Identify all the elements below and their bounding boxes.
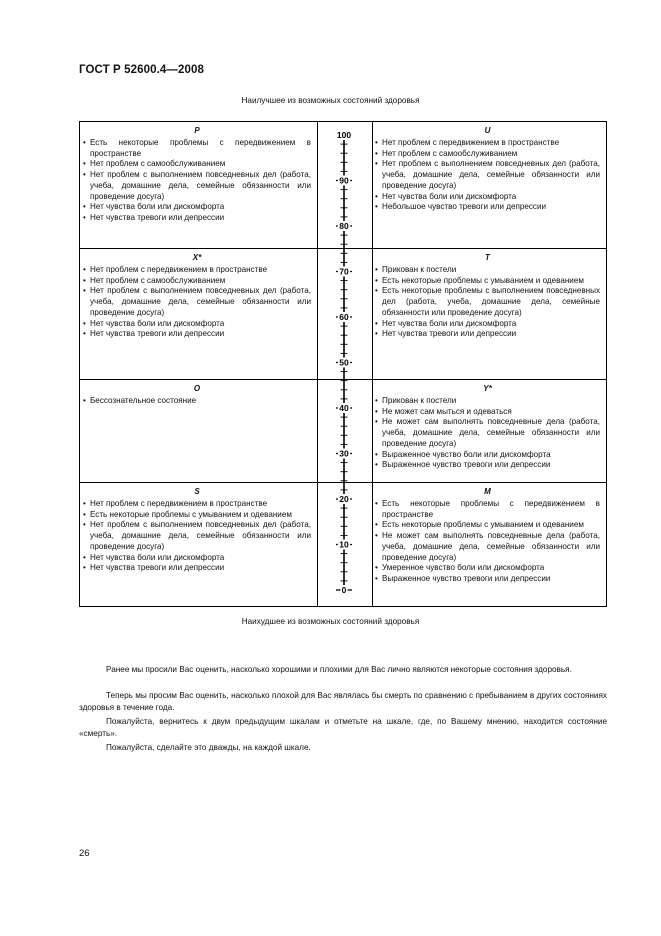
list-item: • Нет проблем с самообслуживанием: [83, 159, 311, 170]
scale-label-20: 20: [339, 494, 349, 505]
scale-label-70: 70: [339, 266, 349, 277]
list-item: • Есть некоторые проблемы с передвижением в пространстве: [83, 138, 311, 159]
list-item: • Есть некоторые проблемы с передвижением в пространстве: [375, 499, 600, 520]
list-item: • Нет проблем с передвижением в пространстве: [83, 499, 311, 510]
list-item: • Нет проблем с выполнением повседневных дел (работа, учеба, домашние дела, семейные обязанности или проведение досуга): [375, 159, 600, 191]
list-item: • Небольшое чувство тревоги или депрессии: [375, 202, 600, 213]
scale-label-80: 80: [339, 221, 349, 232]
list-item: • Выраженное чувство боли или дискомфорта: [375, 450, 600, 461]
list-item: • Нет чувства тревоги или депрессии: [83, 329, 311, 340]
list-item: • Нет чувства тревоги или депрессии: [83, 213, 311, 224]
health-states-table: [79, 121, 607, 607]
scale-label-10: 10: [339, 539, 349, 550]
instruction-paragraph-3: Пожалуйста, вернитесь к двум предыдущим шкалам и отметьте на шкале, где, по Вашему мнению, находится состояние «смерть».: [79, 717, 607, 738]
list-item: • Не может сам мыться и одеваться: [375, 407, 600, 418]
scale-label-30: 30: [339, 448, 349, 459]
list-item: • Нет проблем с выполнением повседневных дел (работа, учеба, домашние дела, семейные обязанности или проведение досуга): [83, 520, 311, 552]
list-item: • Умеренное чувство боли или дискомфорта: [375, 563, 600, 574]
scale-label-0: 0: [341, 585, 347, 596]
list-item: • Бессознательное состояние: [83, 396, 311, 407]
list-item: • Не может сам выполнять повседневные дела (работа, учеба, домашние дела, семейные обязанности или проведение досуга): [375, 417, 600, 449]
list-item: • Выраженное чувство тревоги или депрессии: [375, 574, 600, 585]
list-item: • Нет чувства тревоги или депрессии: [375, 329, 600, 340]
list-item: • Нет проблем с самообслуживанием: [375, 149, 600, 160]
list-item: • Есть некоторые проблемы с умыванием и одеванием: [83, 510, 311, 521]
list-item: • Не может сам выполнять повседневные дела (работа, учеба, домашние дела, семейные обязанности или проведение досуга): [375, 531, 600, 563]
list-item: • Выраженное чувство тревоги или депрессии: [375, 460, 600, 471]
scale-label-100: 100: [336, 130, 352, 141]
list-item: • Прикован к постели: [375, 396, 600, 407]
list-item: • Нет чувства тревоги или депрессии: [83, 563, 311, 574]
scale-label-50: 50: [339, 357, 349, 368]
instruction-paragraph-2: Теперь мы просим Вас оценить, насколько плохой для Вас являлась бы смерть по сравнению с пребыванием в других состояниях здоровья в течение года.: [79, 691, 607, 712]
scale-label-60: 60: [339, 312, 349, 323]
instruction-paragraph-4: Пожалуйста, сделайте это дважды, на каждой шкале.: [106, 743, 311, 752]
state-label: X*: [192, 253, 202, 262]
page-number: 26: [79, 848, 90, 859]
best-health-caption: Наилучшее из возможных состояний здоровья: [241, 96, 420, 105]
instruction-paragraph-1: Ранее мы просили Вас оценить, насколько хорошими и плохими для Вас лично являются некоторые состояния здоровья.: [106, 665, 572, 674]
scale-label-90: 90: [339, 175, 349, 186]
list-item: • Прикован к постели: [375, 265, 600, 276]
state-label: T: [485, 253, 490, 262]
list-item: • Нет проблем с выполнением повседневных дел (работа, учеба, домашние дела, семейные обязанности или проведение досуга): [83, 170, 311, 202]
state-label: Y*: [483, 384, 492, 393]
state-label: P: [194, 126, 200, 135]
list-item: • Нет проблем с самообслуживанием: [83, 276, 311, 287]
state-label: M: [484, 487, 491, 496]
scale-label-40: 40: [339, 403, 349, 414]
list-item: • Нет чувства боли или дискомфорта: [83, 319, 311, 330]
worst-health-caption: Наихудшее из возможных состояний здоровья: [241, 617, 420, 626]
list-item: • Нет проблем с передвижением в пространстве: [83, 265, 311, 276]
state-label: O: [193, 384, 201, 393]
list-item: • Есть некоторые проблемы с выполнением повседневных дел (работа, учеба, домашние дела, семейные обязанности или проведение досуга): [375, 286, 600, 318]
list-item: • Нет чувства боли или дискомфорта: [83, 202, 311, 213]
health-rating-scale[interactable]: [80, 122, 606, 606]
state-label: S: [194, 487, 200, 496]
list-item: • Есть некоторые проблемы с умыванием и одеванием: [375, 276, 600, 287]
list-item: • Нет чувства боли или дискомфорта: [83, 553, 311, 564]
list-item: • Нет проблем с передвижением в пространстве: [375, 138, 600, 149]
list-item: • Нет чувства боли или дискомфорта: [375, 192, 600, 203]
list-item: • Есть некоторые проблемы с умыванием и одеванием: [375, 520, 600, 531]
list-item: • Нет проблем с выполнением повседневных дел (работа, учеба, домашние дела, семейные обязанности или проведение досуга): [83, 286, 311, 318]
list-item: • Нет чувства боли или дискомфорта: [375, 319, 600, 330]
state-label: U: [484, 126, 491, 135]
document-title: ГОСТ Р 52600.4—2008: [79, 64, 204, 76]
